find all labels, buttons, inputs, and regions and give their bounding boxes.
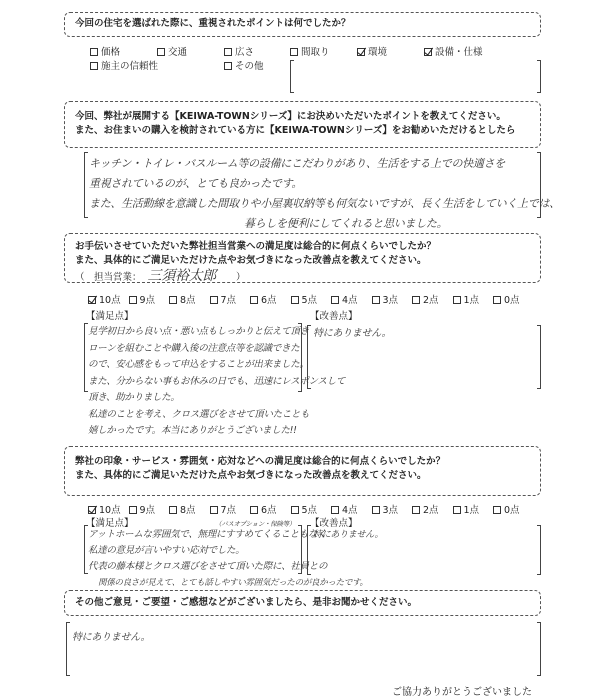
score-option[interactable] [169, 292, 196, 306]
checkbox-checked-icon[interactable] [88, 296, 96, 304]
checkbox-checked-icon[interactable] [424, 48, 432, 56]
option-label: 広さ [235, 47, 255, 58]
q2-question [64, 101, 541, 148]
score-label: 10点 [99, 505, 121, 516]
answer-line: ローンを組むことや購入後の注意点等を認識できた [88, 342, 300, 354]
checkbox-icon[interactable] [210, 506, 218, 514]
checkbox-icon[interactable] [250, 296, 258, 304]
score-option[interactable] [372, 292, 399, 306]
sales-label: （ 担当営業： [75, 272, 142, 283]
checkbox-icon[interactable] [493, 506, 501, 514]
option-label: 施主の信頼性 [101, 61, 159, 72]
score-option[interactable] [331, 502, 358, 516]
checkbox-icon[interactable] [90, 48, 98, 56]
q4-good-label: 【満足点】 [86, 518, 134, 529]
score-option[interactable] [453, 292, 480, 306]
q2-answer [89, 154, 560, 234]
option-label: 価格 [101, 47, 121, 58]
q2-line2: また、お住まいの購入を検討されている方に【KEIWA-TOWNシリーズ】をお勧めいただけるとしたら [75, 125, 516, 136]
checkbox-builder-trust[interactable] [90, 58, 158, 72]
checkbox-price[interactable] [90, 44, 120, 58]
score-option[interactable] [210, 502, 237, 516]
score-label: 0点 [504, 295, 520, 306]
score-option[interactable] [493, 292, 520, 306]
score-option[interactable] [493, 502, 520, 516]
score-option[interactable] [453, 502, 480, 516]
checkbox-icon[interactable] [169, 506, 177, 514]
score-label: 6点 [261, 295, 277, 306]
score-label: 2点 [423, 295, 439, 306]
answer-line: 暮らしを便利にしてくれると思いました。 [244, 217, 448, 230]
answer-line: 重視されているのが、とても良かったです。 [89, 177, 303, 190]
answer-line: キッチン・トイレ・バスルーム等の設備にこだわりがあり、生活をする上での快適さを [89, 157, 505, 170]
sales-rep [75, 268, 530, 285]
score-option[interactable] [291, 292, 318, 306]
answer-line: 嬉しかったです。本当にありがとうございました!! [88, 425, 297, 436]
score-label: 1点 [463, 295, 480, 306]
score-option[interactable] [129, 502, 156, 516]
checkbox-icon[interactable] [129, 506, 137, 514]
score-option[interactable] [412, 292, 439, 306]
checkbox-icon[interactable] [291, 506, 299, 514]
option-label: 交通 [168, 47, 188, 58]
score-option[interactable] [210, 292, 237, 306]
checkbox-icon[interactable] [224, 62, 232, 70]
option-label: 設備・仕様 [435, 47, 483, 58]
checkbox-icon[interactable] [169, 296, 177, 304]
q3-improve-label: 【改善点】 [310, 311, 358, 322]
score-label: 0点 [504, 505, 520, 516]
score-label: 5点 [301, 505, 318, 516]
score-label: 1点 [463, 505, 480, 516]
score-option[interactable] [129, 292, 156, 306]
option-label: 環境 [368, 47, 388, 58]
q3-improve-answer: 特にありません。 [313, 328, 392, 339]
checkbox-icon[interactable] [453, 506, 461, 514]
q4-line1: 弊社の印象・サービス・雰囲気・応対などへの満足度は総合的に何点くらいでしたか？ [75, 456, 446, 467]
checkbox-icon[interactable] [90, 62, 98, 70]
score-label: 7点 [220, 505, 237, 516]
checkbox-icon[interactable] [224, 48, 232, 56]
checkbox-equipment[interactable] [424, 44, 483, 58]
q4-line2: また、具体的にご満足いただけた点やお気づきになった改善点を教えてください。 [75, 470, 427, 481]
q4-good-note: （バスオプション・保険等） [215, 520, 296, 528]
answer-line: 代表の藤本様とクロス選びをさせて頂いた際に、社員との [88, 561, 328, 572]
q3-question [64, 233, 541, 283]
score-option[interactable] [331, 292, 358, 306]
answer-line: 関係の良さが見えて、とても話しやすい雰囲気だったのが良かったです。 [98, 578, 368, 588]
q1-question [64, 12, 541, 37]
q5-question [64, 590, 541, 616]
checkbox-icon[interactable] [331, 296, 339, 304]
score-label: 2点 [423, 505, 439, 516]
score-option[interactable] [372, 502, 399, 516]
score-option[interactable] [250, 292, 277, 306]
checkbox-icon[interactable] [453, 296, 461, 304]
answer-line: ので、安心感をもって申込をすることが出来ました。 [88, 359, 309, 370]
q4-improve-label: 【改善点】 [310, 518, 358, 529]
score-label: 9点 [139, 295, 156, 306]
q4-question [64, 446, 541, 496]
checkbox-icon[interactable] [372, 296, 380, 304]
checkbox-environment[interactable] [357, 44, 387, 58]
q3-good-answer [88, 324, 345, 440]
checkbox-icon[interactable] [291, 296, 299, 304]
answer-line: 私達の意見が言いやすい応対でした。 [88, 545, 245, 556]
score-label: 6点 [261, 505, 277, 516]
score-label: 4点 [342, 505, 358, 516]
checkbox-checked-icon[interactable] [357, 48, 365, 56]
q3-line1: お手伝いさせていただいた弊社担当営業への満足度は総合的に何点くらいでしたか？ [75, 241, 437, 252]
checkbox-icon[interactable] [129, 296, 137, 304]
checkbox-icon[interactable] [157, 48, 165, 56]
option-label: 間取り [301, 47, 330, 58]
score-label: 3点 [382, 505, 399, 516]
checkbox-icon[interactable] [331, 506, 339, 514]
answer-line: また、分からない事もお休みの日でも、迅速にレスポンスして [88, 375, 346, 387]
score-label: 10点 [99, 295, 121, 306]
q4-improve-answer: 特にありません。 [313, 530, 384, 540]
checkbox-icon[interactable] [493, 296, 501, 304]
checkbox-layout[interactable] [290, 44, 330, 58]
checkbox-icon[interactable] [250, 506, 258, 514]
checkbox-checked-icon[interactable] [88, 506, 96, 514]
score-label: 8点 [180, 505, 196, 516]
option-label: その他 [235, 61, 264, 72]
sales-name: 三須裕太郎 [147, 268, 217, 284]
score-option[interactable] [88, 502, 121, 516]
sales-close: ） [236, 272, 246, 283]
q3-good-label: 【満足点】 [86, 311, 134, 322]
q5-answer: 特にありません。 [72, 632, 151, 643]
score-option[interactable] [169, 502, 196, 516]
answer-line: 私達のことを考え、クロス選びをさせて頂いたことも [88, 408, 310, 420]
thanks-text: ご協力ありがとうございました [392, 687, 532, 698]
score-label: 8点 [180, 295, 196, 306]
answer-line: 見学初日から良い点・悪い点もしっかりと伝えて頂き [88, 326, 309, 337]
checkbox-icon[interactable] [412, 506, 420, 514]
q2-line1: 今回、弊社が展開する【KEIWA-TOWNシリーズ】にお決めいただいたポイントを教えてください。 [75, 111, 506, 122]
answer-line: また、生活動線を意識した間取りや小屋裏収納等も何気ないですが、長く生活をしていく上では、 [89, 197, 560, 210]
score-label: 4点 [342, 295, 358, 306]
other-input-field[interactable] [290, 60, 541, 93]
score-option[interactable] [250, 502, 277, 516]
q1-question-text: 今回の住宅を選ばれた際に、重視されたポイントは何でしたか？ [75, 18, 351, 29]
score-label: 9点 [139, 505, 156, 516]
score-option[interactable] [291, 502, 318, 516]
q5-question-text: その他ご意見・ご要望・ご感想などがございましたら、是非お聞かせください。 [75, 597, 418, 608]
checkbox-traffic[interactable] [157, 44, 187, 58]
score-label: 7点 [220, 295, 237, 306]
score-option[interactable] [88, 292, 121, 306]
answer-line: アットホームな雰囲気で、無理にすすめてくることもなく [88, 529, 327, 540]
score-option[interactable] [412, 502, 439, 516]
score-label: 5点 [301, 295, 318, 306]
q3-line2: また、具体的にご満足いただけた点やお気づきになった改善点を教えてください。 [75, 255, 427, 266]
checkbox-icon[interactable] [210, 296, 218, 304]
checkbox-other[interactable] [224, 58, 264, 72]
checkbox-size[interactable] [224, 44, 254, 58]
score-label: 3点 [382, 295, 399, 306]
checkbox-icon[interactable] [412, 296, 420, 304]
checkbox-icon[interactable] [372, 506, 380, 514]
checkbox-icon[interactable] [290, 48, 298, 56]
answer-line: 頂き、助かりました。 [88, 392, 180, 403]
